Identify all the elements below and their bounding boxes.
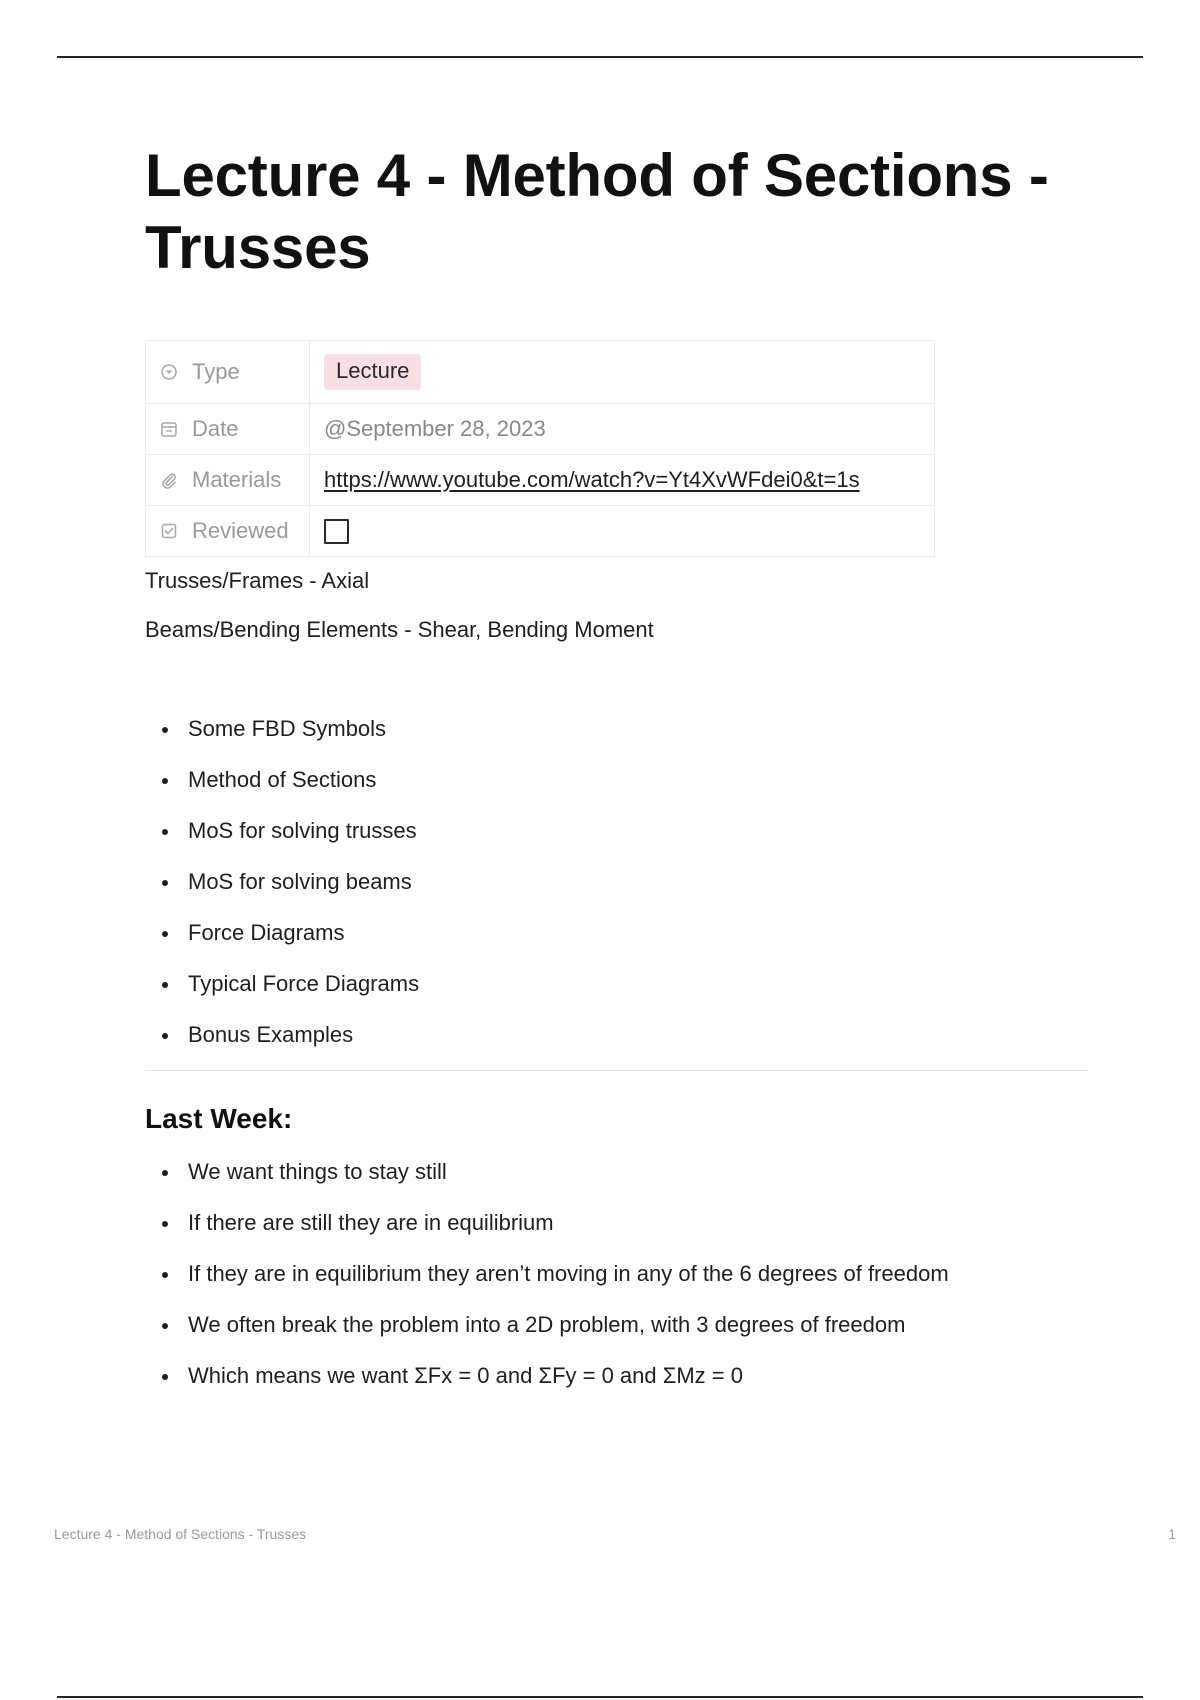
list-item: If there are still they are in equilibrium [145,1210,949,1261]
last-week-heading: Last Week: [145,1103,293,1134]
property-label: Materials [192,467,282,492]
date-value[interactable]: @September 28, 2023 [324,416,546,441]
property-value-materials[interactable] [310,455,935,506]
last-week-list [145,1159,949,1414]
page-title: Lecture 4 - Method of Sections - Trusses [145,142,1049,281]
property-row-reviewed [146,506,935,557]
type-icon [160,363,178,381]
paragraph-beams: Beams/Bending Elements - Shear, Bending Moment [145,617,654,642]
list-item[interactable]: MoS for solving beams [145,869,419,920]
property-key-date [146,404,310,455]
list-item: We often break the problem into a 2D problem, with 3 degrees of freedom [145,1312,949,1363]
footer-page-number: 1 [1168,1526,1176,1542]
list-item[interactable]: Force Diagrams [145,920,419,971]
property-row-type [146,341,935,404]
property-label: Date [192,416,239,441]
divider [145,1070,1089,1071]
property-value-reviewed[interactable] [310,506,935,557]
property-label: Type [192,359,240,384]
checkbox-icon [160,522,178,540]
calendar-icon [160,420,178,438]
property-key-type [146,341,310,404]
property-value-date[interactable] [310,404,935,455]
list-item: If they are in equilibrium they aren’t moving in any of the 6 degrees of freedom [145,1261,949,1312]
top-rule [57,56,1143,58]
footer-title: Lecture 4 - Method of Sections - Trusses [54,1526,307,1542]
list-item: We want things to stay still [145,1159,949,1210]
reviewed-checkbox[interactable] [324,519,349,544]
type-tag[interactable]: Lecture [324,354,421,390]
bottom-rule [57,1696,1143,1698]
list-item: Which means we want ΣFx = 0 and ΣFy = 0 and ΣMz = 0 [145,1363,949,1414]
property-value-type[interactable] [310,341,935,404]
page-content [145,140,1089,1388]
list-item[interactable]: Bonus Examples [145,1022,419,1073]
list-item[interactable]: Method of Sections [145,767,419,818]
materials-link[interactable]: https://www.youtube.com/watch?v=Yt4XvWFdei0&t=1s [324,467,860,492]
property-key-materials [146,455,310,506]
paragraph-trusses: Trusses/Frames - Axial [145,568,370,593]
paperclip-icon [160,471,178,489]
properties-table [145,340,935,557]
list-item[interactable]: Some FBD Symbols [145,716,419,767]
property-label: Reviewed [192,518,289,543]
property-row-materials [146,455,935,506]
list-item[interactable]: Typical Force Diagrams [145,971,419,1022]
contents-list [145,716,419,1073]
property-row-date [146,404,935,455]
property-key-reviewed [146,506,310,557]
list-item[interactable]: MoS for solving trusses [145,818,419,869]
